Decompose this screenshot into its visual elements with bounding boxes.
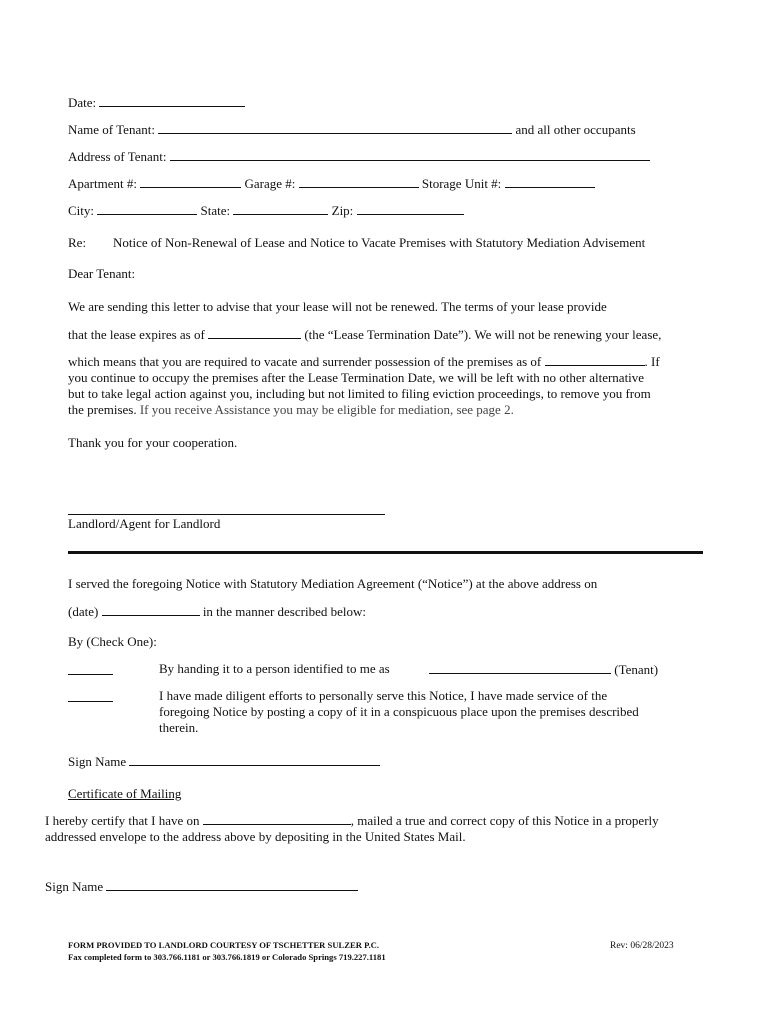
service-sign-label: Sign Name xyxy=(68,754,127,769)
zip-blank[interactable] xyxy=(357,202,464,215)
footer-fax: Fax completed form to 303.766.1181 or 303.766.1819 or Colorado Springs 719.227.1181 xyxy=(68,952,386,962)
option2-checkbox-line[interactable] xyxy=(68,701,113,702)
state-blank[interactable] xyxy=(233,202,328,215)
tenant-address-label: Address of Tenant: xyxy=(68,149,167,164)
re-subject: Notice of Non-Renewal of Lease and Notice to Vacate Premises with Statutory Mediation Advisement xyxy=(113,235,646,250)
tenant-name-row xyxy=(68,121,636,138)
body-line-4: you continue to occupy the premises after the Lease Termination Date, we will be left with no other alternative xyxy=(68,370,645,385)
zip-label: Zip: xyxy=(331,203,354,218)
vacate-date-blank[interactable] xyxy=(545,353,645,366)
footer-revision: Rev: 06/28/2023 xyxy=(610,941,674,951)
body-line-1: We are sending this letter to advise that your lease will not be renewed. The terms of your lease provide xyxy=(68,299,607,314)
certify-text: I hereby certify that I have on xyxy=(45,813,200,828)
service-sign-blank[interactable] xyxy=(129,753,380,766)
service-date-label: (date) xyxy=(68,604,99,619)
option2-line-1: I have made diligent efforts to personally serve this Notice, I have made service of the xyxy=(159,688,608,703)
premises-text: the premises. xyxy=(68,402,137,417)
vacate-text: which means that you are required to vacate and surrender possession of the premises as of xyxy=(68,354,542,369)
tenant-address-row xyxy=(68,148,650,165)
other-occupants-text: and all other occupants xyxy=(515,122,636,137)
certificate-line-2: addressed envelope to the address above by depositing in the United States Mail. xyxy=(45,829,466,844)
manner-text: in the manner described below: xyxy=(202,604,366,619)
thanks-text: Thank you for your cooperation. xyxy=(68,435,238,450)
date-field-row xyxy=(68,94,245,111)
state-label: State: xyxy=(200,203,231,218)
body-line-2 xyxy=(68,326,661,343)
city-row xyxy=(68,202,464,219)
lease-expiry-blank[interactable] xyxy=(208,326,301,339)
option1-text: By handing it to a person identified to me as xyxy=(159,661,390,676)
service-date-row xyxy=(68,603,366,620)
tenant-suffix: (Tenant) xyxy=(614,662,659,677)
option2-line-2: foregoing Notice by posting a copy of it in a conspicuous place upon the premises described xyxy=(159,704,639,719)
section-divider xyxy=(68,551,703,554)
storage-label: Storage Unit #: xyxy=(421,176,502,191)
unit-row xyxy=(68,175,595,192)
body-line-5: but to take legal action against you, including but not limited to filing eviction proceedings, to remove you from xyxy=(68,386,651,401)
termination-date-text: (the “Lease Termination Date”). We will not be renewing your lease, xyxy=(304,327,662,342)
storage-blank[interactable] xyxy=(505,175,595,188)
tenant-name-label: Name of Tenant: xyxy=(68,122,155,137)
certificate-line-1 xyxy=(45,812,659,829)
service-sign-row xyxy=(68,753,380,770)
apartment-blank[interactable] xyxy=(140,175,241,188)
footer-courtesy: FORM PROVIDED TO LANDLORD COURTESY OF TSCHETTER SULZER P.C. xyxy=(68,940,380,950)
city-label: City: xyxy=(68,203,95,218)
service-date-blank[interactable] xyxy=(102,603,200,616)
re-label: Re: xyxy=(68,235,87,250)
check-one-label: By (Check One): xyxy=(68,634,157,649)
landlord-signature-line[interactable] xyxy=(68,514,385,515)
body-line-6 xyxy=(68,402,514,418)
date-label: Date: xyxy=(68,95,97,110)
certificate-sign-row xyxy=(45,878,358,895)
garage-blank[interactable] xyxy=(299,175,419,188)
tenant-address-blank[interactable] xyxy=(170,148,650,161)
landlord-signature-label: Landlord/Agent for Landlord xyxy=(68,516,221,531)
option1-checkbox-line[interactable] xyxy=(68,674,113,675)
city-blank[interactable] xyxy=(97,202,197,215)
service-statement: I served the foregoing Notice with Statutory Mediation Agreement (“Notice”) at the above address on xyxy=(68,576,598,591)
apartment-label: Apartment #: xyxy=(68,176,137,191)
if-text: . If xyxy=(644,354,660,369)
option2-line-3: therein. xyxy=(159,720,199,735)
certificate-sign-label: Sign Name xyxy=(45,879,104,894)
tenant-name-blank[interactable] xyxy=(158,121,512,134)
date-blank[interactable] xyxy=(99,94,245,107)
body-line-3 xyxy=(68,353,660,370)
certificate-sign-blank[interactable] xyxy=(106,878,358,891)
mailing-date-blank[interactable] xyxy=(203,812,351,825)
salutation: Dear Tenant: xyxy=(68,266,136,281)
lease-expires-text: that the lease expires as of xyxy=(68,327,205,342)
mediation-note: If you receive Assistance you may be eligible for mediation, see page 2. xyxy=(139,402,514,417)
tenant-identified-blank[interactable] xyxy=(429,661,611,674)
mailed-text: , mailed a true and correct copy of this Notice in a properly xyxy=(350,813,659,828)
option1-tenant-row xyxy=(429,661,658,678)
certificate-title: Certificate of Mailing xyxy=(68,786,182,801)
garage-label: Garage #: xyxy=(244,176,296,191)
